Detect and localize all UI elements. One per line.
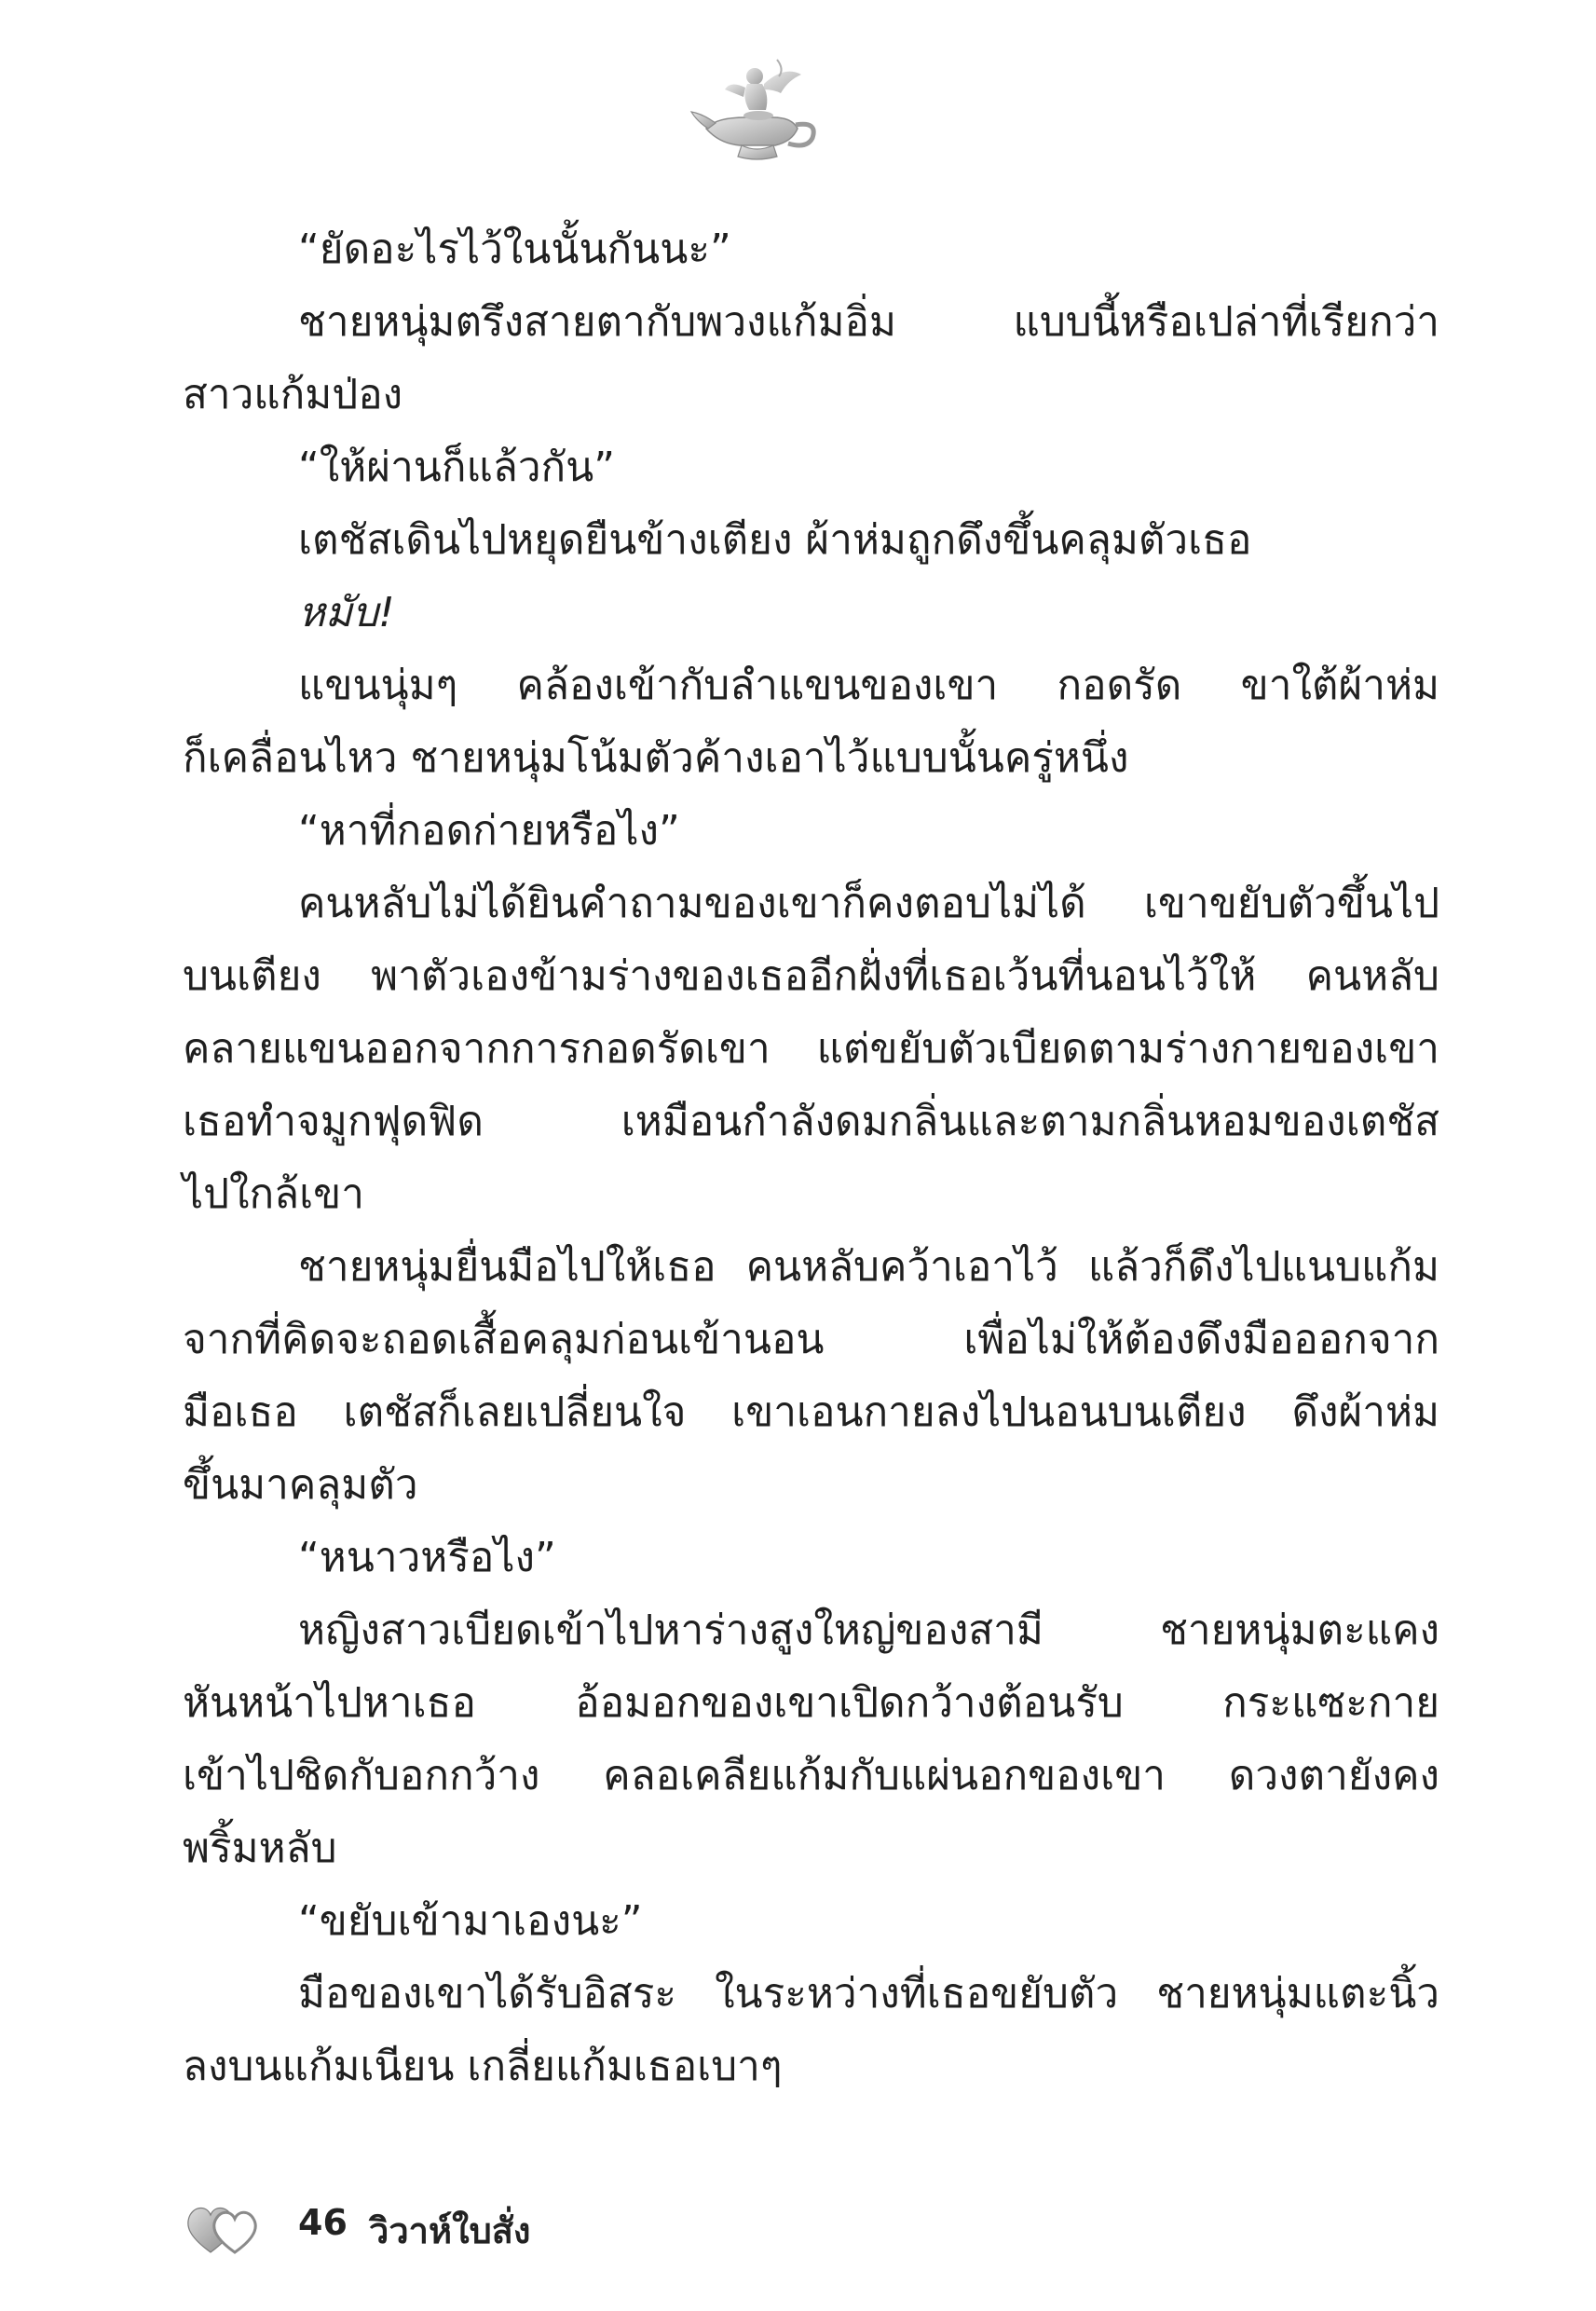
paragraph-line: ไปใกล้เขา — [183, 1170, 364, 1218]
paragraph-line: แขนนุ่มๆ คล้องเข้ากับลำแขนของเขา กอดรัด ขาใต้ผ้าห่ม — [298, 662, 1439, 709]
paragraph-line: เข้าไปชิดกับอกกว้าง คลอเคลียแก้มกับแผ่นอกของเขา ดวงตายังคง — [183, 1752, 1439, 1799]
paragraph-line: มือของเขาได้รับอิสระ ในระหว่างที่เธอขยับตัว ชายหนุ่มแตะนิ้ว — [298, 1970, 1439, 2017]
paragraph-line: จากที่คิดจะถอดเสื้อคลุมก่อนเข้านอน เพื่อไม่ให้ต้องดึงมือออกจาก — [183, 1316, 1439, 1363]
paragraph-line: พริ้มหลับ — [183, 1825, 337, 1872]
paragraph-line: สาวแก้มป่อง — [183, 371, 403, 418]
paragraph-line: ก็เคลื่อนไหว ชายหนุ่มโน้มตัวค้างเอาไว้แบบนั้นครู่หนึ่ง — [183, 734, 1129, 782]
paragraph-line: ชายหนุ่มยื่นมือไปให้เธอ คนหลับคว้าเอาไว้ แล้วก็ดึงไปแนบแก้ม — [298, 1243, 1439, 1291]
double-heart-icon — [183, 2195, 266, 2260]
paragraph-line: คลายแขนออกจากการกอดรัดเขา แต่ขยับตัวเบียดตามร่างกายของเขา — [183, 1025, 1439, 1073]
dialogue-line: “ขยับเข้ามาเองนะ” — [298, 1897, 643, 1945]
paragraph-line: ชายหนุ่มตรึงสายตากับพวงแก้มอิ่ม แบบนี้หรือเปล่าที่เรียกว่า — [298, 298, 1439, 346]
page-footer — [183, 2195, 928, 2269]
book-title: วิวาห์ใบสั่ง — [369, 2210, 531, 2251]
dialogue-line: “หนาวหรือไง” — [298, 1534, 556, 1581]
paragraph-line: มือเธอ เตชัสก็เลยเปลี่ยนใจ เขาเอนกายลงไปนอนบนเตียง ดึงผ้าห่ม — [183, 1388, 1439, 1436]
paragraph-line: เตชัสเดินไปหยุดยืนข้างเตียง ผ้าห่มถูกดึงขึ้นคลุมตัวเธอ — [298, 516, 1252, 564]
paragraph-line: ขึ้นมาคลุมตัว — [183, 1461, 418, 1509]
page-number: 46 — [298, 2202, 348, 2243]
paragraph-line: หญิงสาวเบียดเข้าไปหาร่างสูงใหญ่ของสามี ชายหนุ่มตะแคง — [298, 1607, 1439, 1654]
dialogue-line: “ให้ผ่านก็แล้วกัน” — [298, 444, 616, 491]
sound-effect-line: หมับ! — [298, 589, 395, 636]
paragraph-line: ลงบนแก้มเนียน เกลี่ยแก้มเธอเบาๆ — [183, 2043, 783, 2090]
paragraph-line: คนหลับไม่ได้ยินคำถามของเขาก็คงตอบไม่ได้ เขาขยับตัวขึ้นไป — [298, 880, 1439, 927]
paragraph-line: หันหน้าไปหาเธอ อ้อมอกของเขาเปิดกว้างต้อนรับ กระแซะกาย — [183, 1679, 1439, 1727]
dialogue-line: “หาที่กอดก่ายหรือไง” — [298, 807, 680, 855]
paragraph-line: บนเตียง พาตัวเองข้ามร่างของเธออีกฝั่งที่เธอเว้นที่นอนไว้ให้ คนหลับ — [183, 952, 1439, 1000]
paragraph-line: เธอทำจมูกฟุดฟิด เหมือนกำลังดมกลิ่นและตามกลิ่นหอมของเตชัส — [183, 1098, 1439, 1145]
dialogue-line: “ยัดอะไรไว้ในนั้นกันนะ” — [298, 226, 731, 273]
